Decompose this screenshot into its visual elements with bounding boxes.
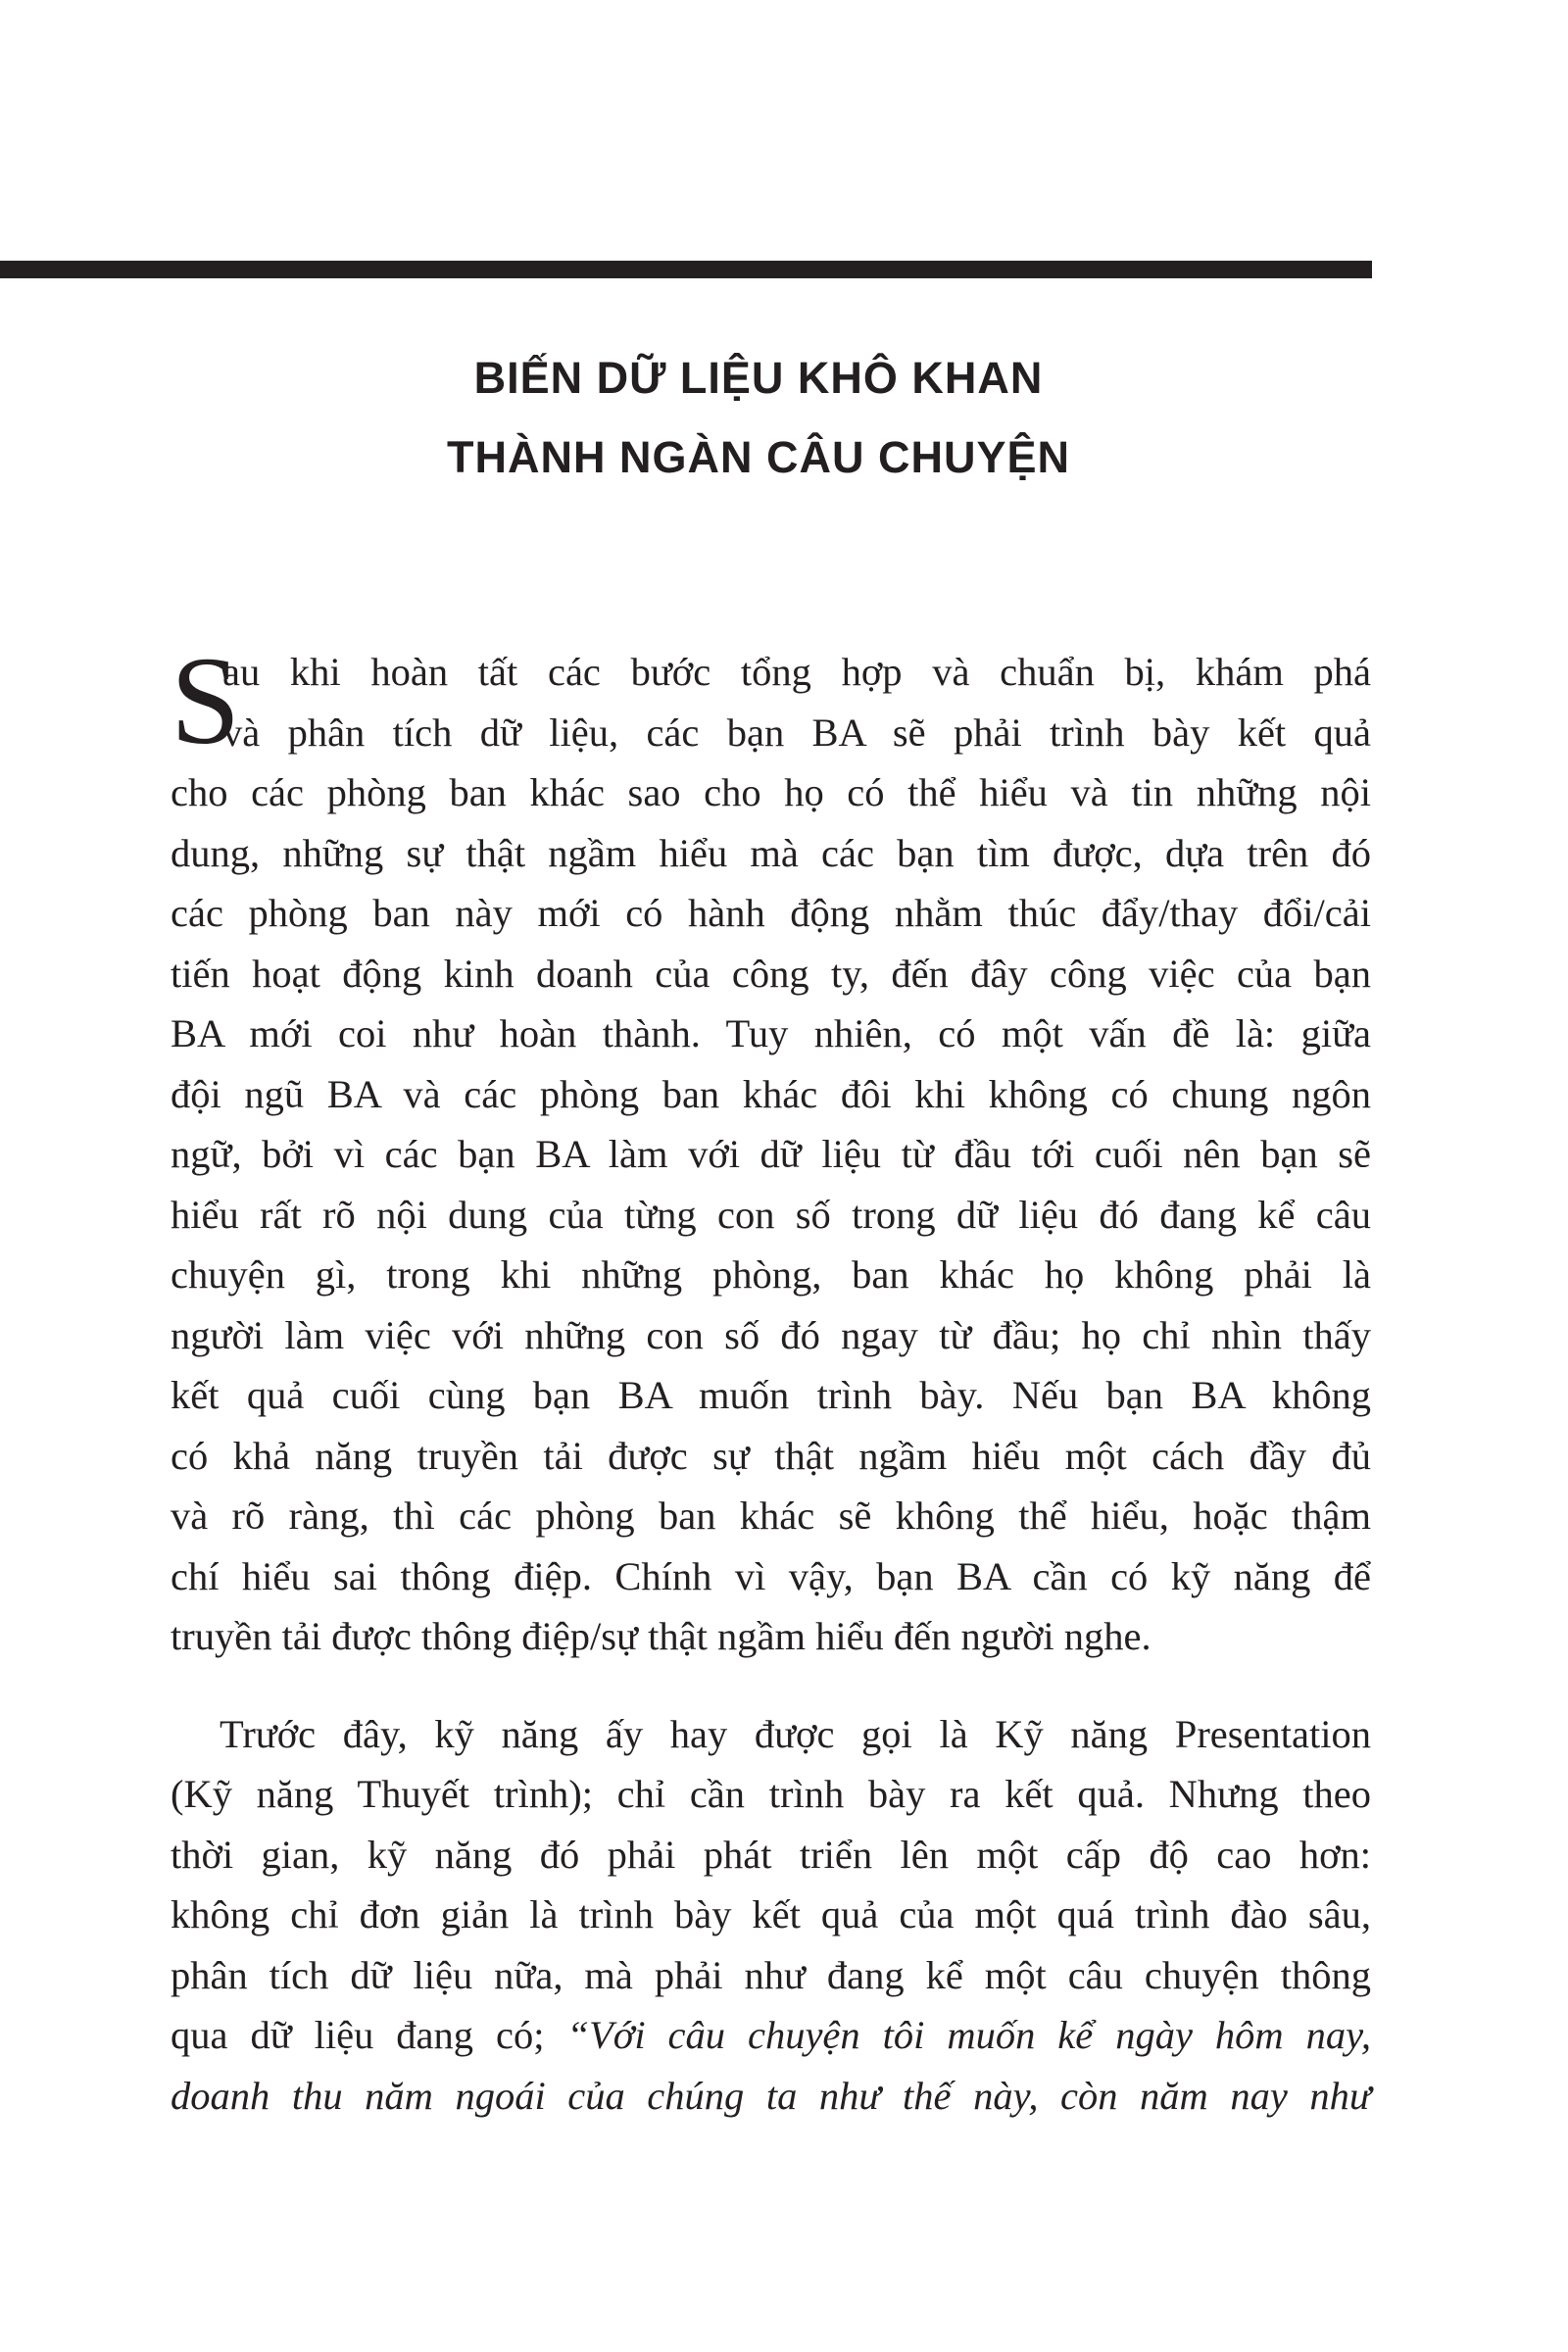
paragraph-1-line: cho các phòng ban khác sao cho họ có thể hiểu và tin những nội [171, 770, 1371, 814]
paragraph-1-line: tiến hoạt động kinh doanh của công ty, đến đây công việc của bạn [171, 951, 1371, 996]
paragraph-2-line: Trước đây, kỹ năng ấy hay được gọi là Kỹ năng Presentation [220, 1711, 1371, 1756]
paragraph-1 [171, 631, 1371, 1667]
paragraph-1-line: BA mới coi như hoàn thành. Tuy nhiên, có một vấn đề là: giữa [171, 1011, 1371, 1055]
chapter-title-line-2: THÀNH NGÀN CÂU CHUYỆN [447, 432, 1070, 482]
paragraph-1-line: và phân tích dữ liệu, các bạn BA sẽ phải trình bày kết quả [222, 710, 1371, 755]
paragraph-2-line: thời gian, kỹ năng đó phải phát triển lên một cấp độ cao hơn: [171, 1832, 1371, 1877]
quote-italic-text: doanh thu năm ngoái của chúng ta như thế này, còn năm nay như [171, 2073, 1371, 2118]
paragraph-1-line: kết quả cuối cùng bạn BA muốn trình bày. Nếu bạn BA không [171, 1373, 1371, 1417]
paragraph-1-line: hiểu rất rõ nội dung của từng con số trong dữ liệu đó đang kể câu [171, 1192, 1371, 1237]
paragraph-1-line: và rõ ràng, thì các phòng ban khác sẽ không thể hiểu, hoặc thậm [171, 1494, 1371, 1538]
paragraph-1-line: đội ngũ BA và các phòng ban khác đôi khi không có chung ngôn [171, 1071, 1371, 1116]
paragraph-2 [171, 1704, 1371, 2127]
quote-italic-text: “Với câu chuyện tôi muốn kể ngày hôm nay, [566, 2013, 1371, 2057]
drop-cap-letter: S [171, 631, 241, 770]
paragraph-2-line: không chỉ đơn giản là trình bày kết quả của một quá trình đào sâu, [171, 1892, 1371, 1936]
paragraph-1-line: chuyện gì, trong khi những phòng, ban khác họ không phải là [171, 1252, 1371, 1297]
paragraph-1-line: người làm việc với những con số đó ngay từ đầu; họ chỉ nhìn thấy [171, 1312, 1371, 1357]
paragraph-2-line: phân tích dữ liệu nữa, mà phải như đang kể một câu chuyện thông [171, 1952, 1371, 1997]
paragraph-1-line: au khi hoàn tất các bước tổng hợp và chuẩn bị, khám phá [222, 650, 1371, 694]
paragraph-2-line: (Kỹ năng Thuyết trình); chỉ cần trình bày ra kết quả. Nhưng theo [171, 1772, 1371, 1816]
paragraph-1-line: ngữ, bởi vì các bạn BA làm với dữ liệu từ đầu tới cuối nên bạn sẽ [171, 1132, 1371, 1176]
paragraph-1-line: chí hiểu sai thông điệp. Chính vì vậy, bạn BA cần có kỹ năng để [171, 1553, 1371, 1598]
body-text [171, 631, 1371, 2126]
chapter-title-line-1: BIẾN DỮ LIỆU KHÔ KHAN [473, 353, 1044, 403]
chapter-title [0, 338, 1517, 497]
paragraph-1-line-last: truyền tải được thông điệp/sự thật ngầm hiểu đến người nghe. [171, 1614, 1152, 1658]
paragraph-2-line-italic [171, 2066, 1371, 2127]
paragraph-1-line: có khả năng truyền tải được sự thật ngầm hiểu một cách đầy đủ [171, 1433, 1371, 1478]
paragraph-2-line-mixed [171, 2005, 1371, 2066]
paragraph-2-plain-text: qua dữ liệu đang có; [171, 2013, 567, 2057]
paragraph-1-line: các phòng ban này mới có hành động nhằm thúc đẩy/thay đổi/cải [171, 891, 1371, 935]
paragraph-1-line: dung, những sự thật ngầm hiểu mà các bạn tìm được, dựa trên đó [171, 830, 1371, 875]
chapter-top-rule [0, 261, 1372, 278]
